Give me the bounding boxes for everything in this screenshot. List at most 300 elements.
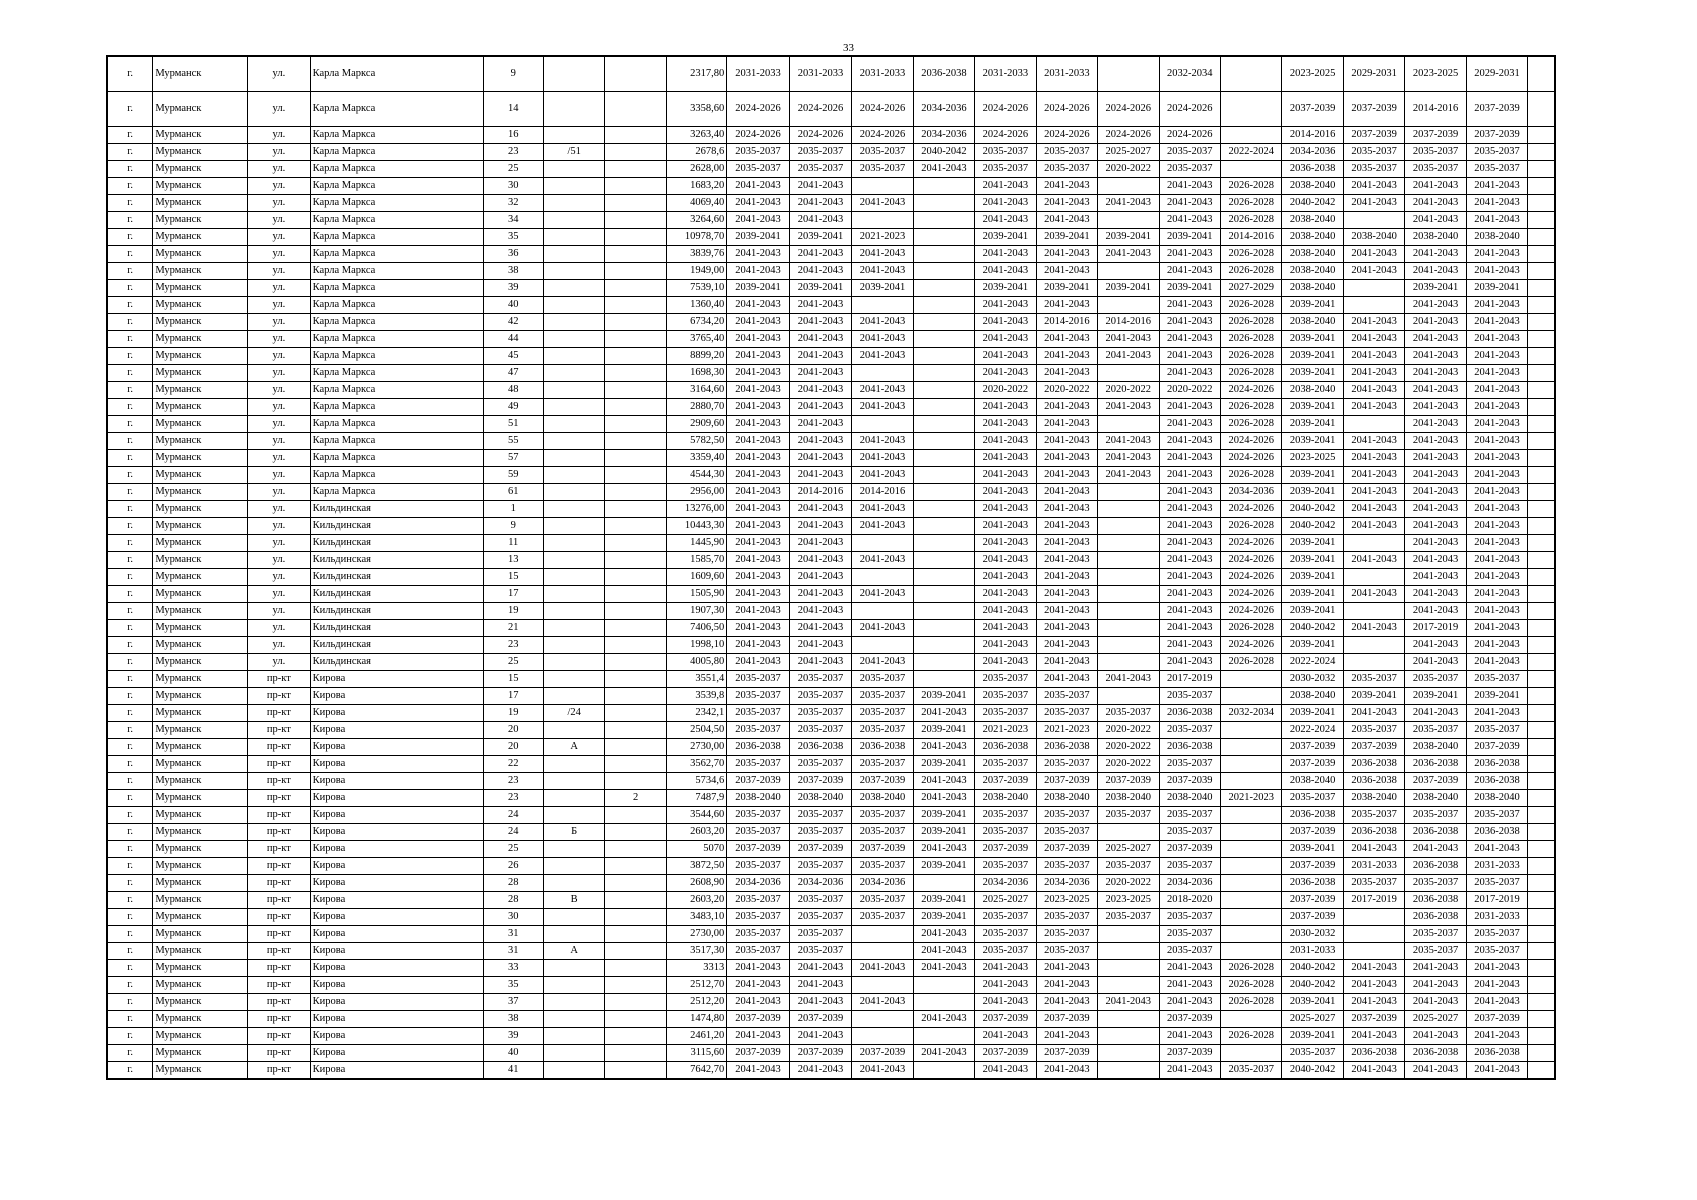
table-cell: 21 (483, 620, 543, 637)
table-cell: г. (107, 909, 153, 926)
table-cell: Кирова (310, 671, 483, 688)
table-cell: 2036-2038 (1282, 807, 1343, 824)
table-cell: 2041-2043 (1159, 297, 1220, 314)
table-cell: Мурманск (153, 450, 248, 467)
table-cell (852, 637, 913, 654)
table-cell: 2023-2025 (1282, 56, 1343, 92)
table-cell: 2020-2022 (1098, 161, 1159, 178)
table-cell: Кирова (310, 1062, 483, 1080)
table-cell: 2036-2038 (852, 739, 913, 756)
table-cell: Мурманск (153, 314, 248, 331)
table-cell (543, 671, 604, 688)
table-row (107, 314, 1555, 331)
table-cell: Кирова (310, 892, 483, 909)
table-cell (605, 552, 666, 569)
table-cell: 2014-2016 (1220, 229, 1281, 246)
table-cell: Карла Маркса (310, 314, 483, 331)
table-cell (1528, 535, 1555, 552)
table-row (107, 688, 1555, 705)
table-cell (605, 671, 666, 688)
table-row (107, 824, 1555, 841)
table-cell: 2461,20 (666, 1028, 726, 1045)
table-cell: Кильдинская (310, 569, 483, 586)
table-cell (1528, 620, 1555, 637)
table-cell: 2041-2043 (1405, 841, 1466, 858)
table-cell: 2035-2037 (1159, 688, 1220, 705)
table-cell: 2039-2041 (1405, 280, 1466, 297)
table-cell: 2038-2040 (1466, 790, 1527, 807)
table-cell: 2024-2026 (1220, 603, 1281, 620)
table-cell: 2035-2037 (789, 705, 852, 722)
table-cell: Мурманск (153, 229, 248, 246)
table-cell: 2020-2022 (1098, 382, 1159, 399)
table-cell: 2041-2043 (1405, 246, 1466, 263)
table-cell: 1 (483, 501, 543, 518)
table-cell: 2041-2043 (1159, 246, 1220, 263)
table-cell (605, 535, 666, 552)
table-cell: 2678,6 (666, 144, 726, 161)
table-cell: Мурманск (153, 1028, 248, 1045)
table-cell: 2035-2037 (1343, 722, 1404, 739)
table-cell: 2041-2043 (1405, 1028, 1466, 1045)
table-cell: 2041-2043 (1466, 705, 1527, 722)
table-cell (543, 467, 604, 484)
table-cell: Карла Маркса (310, 280, 483, 297)
table-cell (543, 586, 604, 603)
table-cell: 2035-2037 (975, 858, 1036, 875)
table-cell: Мурманск (153, 399, 248, 416)
table-cell (913, 467, 974, 484)
table-cell: 2512,20 (666, 994, 726, 1011)
table-cell: 2041-2043 (975, 348, 1036, 365)
table-cell: 2041-2043 (975, 501, 1036, 518)
table-cell (543, 178, 604, 195)
table-cell: ул. (248, 92, 311, 127)
table-cell: 2039-2041 (1098, 280, 1159, 297)
table-cell: ул. (248, 535, 311, 552)
table-cell: 2026-2028 (1220, 518, 1281, 535)
table-cell: 2041-2043 (789, 501, 852, 518)
table-cell (1220, 926, 1281, 943)
table-cell (1220, 943, 1281, 960)
table-cell: 2041-2043 (1405, 331, 1466, 348)
table-cell: ул. (248, 484, 311, 501)
table-cell: 2041-2043 (1036, 569, 1097, 586)
table-cell: 2024-2026 (1220, 637, 1281, 654)
table-cell: 2037-2039 (1159, 773, 1220, 790)
table-cell: г. (107, 569, 153, 586)
table-cell: 35 (483, 977, 543, 994)
table-cell: 2041-2043 (1466, 297, 1527, 314)
table-cell: Мурманск (153, 501, 248, 518)
table-cell: 2041-2043 (1466, 1062, 1527, 1080)
table-cell: 2024-2026 (1220, 501, 1281, 518)
table-cell (543, 518, 604, 535)
table-cell: 2041-2043 (975, 450, 1036, 467)
table-cell: 2041-2043 (852, 467, 913, 484)
table-cell (1098, 416, 1159, 433)
table-cell: 2037-2039 (1098, 773, 1159, 790)
table-cell: 2041-2043 (1466, 484, 1527, 501)
table-cell: Кирова (310, 858, 483, 875)
table-cell: 2035-2037 (727, 858, 790, 875)
table-cell: пр-кт (248, 841, 311, 858)
table-cell: 2039-2041 (1282, 1028, 1343, 1045)
table-cell: 2020-2022 (1159, 382, 1220, 399)
table-cell: 44 (483, 331, 543, 348)
table-cell: Карла Маркса (310, 92, 483, 127)
table-cell (1528, 348, 1555, 365)
table-cell: г. (107, 416, 153, 433)
table-cell: г. (107, 399, 153, 416)
table-cell (605, 1011, 666, 1028)
table-cell: 2029-2031 (1343, 56, 1404, 92)
table-cell: 3872,50 (666, 858, 726, 875)
table-cell: Мурманск (153, 943, 248, 960)
table-cell: 2041-2043 (975, 433, 1036, 450)
table-cell: 2041-2043 (1098, 195, 1159, 212)
table-cell: 2041-2043 (727, 586, 790, 603)
table-cell: Мурманск (153, 433, 248, 450)
document-table-wrapper (106, 55, 1556, 1080)
table-cell: 2 (605, 790, 666, 807)
table-cell: 2020-2022 (1098, 875, 1159, 892)
table-cell: А (543, 943, 604, 960)
table-cell: пр-кт (248, 926, 311, 943)
table-cell: г. (107, 892, 153, 909)
table-cell: 2038-2040 (975, 790, 1036, 807)
table-cell (913, 212, 974, 229)
table-cell: 2036-2038 (1282, 875, 1343, 892)
table-row (107, 518, 1555, 535)
table-cell: пр-кт (248, 773, 311, 790)
table-cell: 23 (483, 637, 543, 654)
table-cell: 2041-2043 (1343, 314, 1404, 331)
table-cell: 2035-2037 (789, 943, 852, 960)
table-cell (913, 671, 974, 688)
table-cell: 2041-2043 (1159, 263, 1220, 280)
table-row (107, 977, 1555, 994)
table-cell: Кирова (310, 1045, 483, 1062)
table-cell: 2041-2043 (789, 348, 852, 365)
table-cell: 2035-2037 (1466, 144, 1527, 161)
table-cell (1098, 484, 1159, 501)
table-cell: 2025-2027 (1098, 841, 1159, 858)
table-cell (1528, 773, 1555, 790)
table-cell: 2041-2043 (1466, 637, 1527, 654)
table-cell: 2035-2037 (1159, 722, 1220, 739)
table-cell (1528, 127, 1555, 144)
table-cell: г. (107, 994, 153, 1011)
table-cell: 2017-2019 (1405, 620, 1466, 637)
table-row (107, 484, 1555, 501)
table-cell: 2036-2038 (1466, 824, 1527, 841)
table-cell (1528, 467, 1555, 484)
table-cell: 2041-2043 (852, 450, 913, 467)
table-cell (1343, 280, 1404, 297)
table-cell: 2037-2039 (1036, 841, 1097, 858)
table-cell: г. (107, 535, 153, 552)
table-cell (1528, 586, 1555, 603)
table-cell (543, 331, 604, 348)
table-cell (1528, 807, 1555, 824)
table-cell: 2041-2043 (1343, 484, 1404, 501)
table-cell: 2014-2016 (1036, 314, 1097, 331)
table-cell: г. (107, 280, 153, 297)
table-cell: Кирова (310, 960, 483, 977)
table-cell: 28 (483, 875, 543, 892)
table-cell: 2041-2043 (727, 195, 790, 212)
table-cell: Мурманск (153, 56, 248, 92)
table-cell: 2024-2026 (1098, 127, 1159, 144)
table-cell: 2035-2037 (1343, 144, 1404, 161)
table-cell: 10443,30 (666, 518, 726, 535)
table-cell: 23 (483, 773, 543, 790)
table-row (107, 416, 1555, 433)
table-cell: 2037-2039 (975, 1045, 1036, 1062)
table-cell (543, 212, 604, 229)
table-cell (913, 994, 974, 1011)
table-cell: 2041-2043 (852, 994, 913, 1011)
table-cell: г. (107, 960, 153, 977)
table-cell: 2034-2036 (789, 875, 852, 892)
table-cell: 2039-2041 (789, 229, 852, 246)
table-cell (1528, 790, 1555, 807)
table-cell: 2041-2043 (1405, 518, 1466, 535)
table-cell: 2038-2040 (1282, 229, 1343, 246)
table-cell: 1683,20 (666, 178, 726, 195)
table-cell (1528, 1011, 1555, 1028)
table-cell (913, 501, 974, 518)
table-cell: 2041-2043 (1466, 552, 1527, 569)
table-cell: 19 (483, 705, 543, 722)
table-cell: 2031-2033 (1343, 858, 1404, 875)
table-cell: Кильдинская (310, 637, 483, 654)
table-cell: 2026-2028 (1220, 960, 1281, 977)
table-cell: 2041-2043 (913, 943, 974, 960)
table-cell: Мурманск (153, 586, 248, 603)
table-cell: 2041-2043 (852, 382, 913, 399)
table-cell: Карла Маркса (310, 263, 483, 280)
table-cell (605, 569, 666, 586)
table-cell: 2040-2042 (1282, 195, 1343, 212)
table-row (107, 637, 1555, 654)
table-cell: 2041-2043 (727, 1062, 790, 1080)
table-cell: г. (107, 790, 153, 807)
table-cell: 2041-2043 (1036, 960, 1097, 977)
table-cell (543, 569, 604, 586)
table-cell: 2041-2043 (727, 603, 790, 620)
table-cell (852, 977, 913, 994)
table-cell (1528, 722, 1555, 739)
table-cell: Мурманск (153, 858, 248, 875)
table-cell: 2035-2037 (1098, 858, 1159, 875)
table-cell (852, 178, 913, 195)
table-cell: 2041-2043 (1405, 603, 1466, 620)
table-cell: 2041-2043 (1036, 297, 1097, 314)
table-cell: пр-кт (248, 807, 311, 824)
table-cell (605, 501, 666, 518)
table-cell: 2041-2043 (852, 399, 913, 416)
table-cell: ул. (248, 603, 311, 620)
table-cell (1220, 161, 1281, 178)
table-cell (1098, 56, 1159, 92)
table-cell: 2041-2043 (727, 535, 790, 552)
table-cell: Кильдинская (310, 654, 483, 671)
table-row (107, 178, 1555, 195)
table-cell: 2031-2033 (975, 56, 1036, 92)
table-cell: г. (107, 875, 153, 892)
table-cell: 2041-2043 (1098, 671, 1159, 688)
table-cell: Кирова (310, 824, 483, 841)
table-cell (605, 773, 666, 790)
table-cell: г. (107, 501, 153, 518)
table-cell: 2035-2037 (852, 892, 913, 909)
table-cell: 2034-2036 (727, 875, 790, 892)
table-cell: 2041-2043 (789, 314, 852, 331)
table-cell: 2037-2039 (1282, 909, 1343, 926)
table-cell: 2041-2043 (852, 620, 913, 637)
table-cell (543, 960, 604, 977)
table-cell: Мурманск (153, 977, 248, 994)
table-cell: 2041-2043 (852, 501, 913, 518)
table-cell: 2041-2043 (1405, 569, 1466, 586)
table-cell: 45 (483, 348, 543, 365)
table-cell: 2035-2037 (789, 858, 852, 875)
table-cell: 2037-2039 (1343, 1011, 1404, 1028)
table-cell: пр-кт (248, 756, 311, 773)
table-cell: 2041-2043 (975, 263, 1036, 280)
table-row (107, 433, 1555, 450)
table-cell (543, 365, 604, 382)
table-cell: 2036-2038 (1466, 756, 1527, 773)
table-cell: 2041-2043 (1159, 416, 1220, 433)
table-cell: 2035-2037 (975, 756, 1036, 773)
table-cell: 2041-2043 (1466, 994, 1527, 1011)
table-cell (1528, 637, 1555, 654)
table-cell (543, 552, 604, 569)
table-cell: 2037-2039 (1282, 824, 1343, 841)
table-cell: г. (107, 705, 153, 722)
table-cell: 2041-2043 (1343, 450, 1404, 467)
table-cell: 2035-2037 (1220, 1062, 1281, 1080)
table-cell: 2024-2026 (727, 92, 790, 127)
table-cell (543, 297, 604, 314)
table-cell (1528, 654, 1555, 671)
table-cell (605, 450, 666, 467)
table-cell (605, 875, 666, 892)
table-cell: 2041-2043 (913, 161, 974, 178)
table-cell: ул. (248, 297, 311, 314)
table-cell (543, 807, 604, 824)
table-cell: г. (107, 926, 153, 943)
table-cell: 9 (483, 56, 543, 92)
table-cell: Карла Маркса (310, 365, 483, 382)
table-cell: 2037-2039 (727, 773, 790, 790)
table-cell: 2041-2043 (975, 467, 1036, 484)
table-row (107, 875, 1555, 892)
table-cell: 2041-2043 (789, 603, 852, 620)
table-cell (605, 960, 666, 977)
table-cell: 2039-2041 (1282, 535, 1343, 552)
table-cell: ул. (248, 433, 311, 450)
table-cell: 2041-2043 (1405, 382, 1466, 399)
table-cell: 2036-2038 (1405, 1045, 1466, 1062)
table-cell: 2041-2043 (975, 416, 1036, 433)
table-cell (543, 1045, 604, 1062)
table-cell: Мурманск (153, 1011, 248, 1028)
table-cell: Кирова (310, 705, 483, 722)
table-cell: 2035-2037 (1159, 161, 1220, 178)
table-cell: 2035-2037 (1405, 875, 1466, 892)
table-cell: Кильдинская (310, 501, 483, 518)
table-cell (913, 416, 974, 433)
table-cell: 2023-2025 (1282, 450, 1343, 467)
table-cell: 2041-2043 (913, 1011, 974, 1028)
table-cell: 2039-2041 (975, 280, 1036, 297)
table-cell (913, 586, 974, 603)
table-cell: 2035-2037 (975, 943, 1036, 960)
table-cell: 2038-2040 (1343, 790, 1404, 807)
table-cell (852, 365, 913, 382)
table-cell (1528, 331, 1555, 348)
table-cell (1220, 127, 1281, 144)
table-row (107, 450, 1555, 467)
table-cell (1098, 1045, 1159, 1062)
table-cell: 35 (483, 229, 543, 246)
table-row (107, 501, 1555, 518)
table-cell: 2035-2037 (852, 688, 913, 705)
table-cell: 2041-2043 (1159, 178, 1220, 195)
table-cell (1220, 909, 1281, 926)
table-cell: 2034-2036 (1036, 875, 1097, 892)
table-cell: Мурманск (153, 824, 248, 841)
table-cell (913, 552, 974, 569)
table-cell: 2041-2043 (1159, 994, 1220, 1011)
table-cell: 2036-2038 (1343, 824, 1404, 841)
table-cell (543, 229, 604, 246)
table-cell: 2031-2033 (1036, 56, 1097, 92)
table-cell: Мурманск (153, 841, 248, 858)
table-cell (605, 705, 666, 722)
table-cell (1528, 178, 1555, 195)
table-cell (605, 92, 666, 127)
table-cell: 2041-2043 (727, 399, 790, 416)
table-cell: г. (107, 246, 153, 263)
table-cell: г. (107, 671, 153, 688)
table-cell: 3562,70 (666, 756, 726, 773)
table-cell: 2035-2037 (1282, 1045, 1343, 1062)
table-cell: 2023-2025 (1405, 56, 1466, 92)
table-cell: 2026-2028 (1220, 263, 1281, 280)
table-cell: 2041-2043 (1343, 365, 1404, 382)
table-cell: 2024-2026 (852, 92, 913, 127)
table-cell: 2041-2043 (975, 178, 1036, 195)
table-cell: 2041-2043 (1036, 263, 1097, 280)
table-cell: 2041-2043 (1159, 569, 1220, 586)
table-cell: 2041-2043 (1466, 348, 1527, 365)
table-cell: 2041-2043 (727, 994, 790, 1011)
table-cell: Кирова (310, 926, 483, 943)
table-cell: 2037-2039 (852, 1045, 913, 1062)
table-cell: 2035-2037 (727, 688, 790, 705)
table-cell: 8899,20 (666, 348, 726, 365)
table-cell: 2036-2038 (1405, 909, 1466, 926)
table-row (107, 773, 1555, 790)
table-cell: 2041-2043 (975, 297, 1036, 314)
table-cell: 2026-2028 (1220, 994, 1281, 1011)
table-cell: 2035-2037 (1159, 858, 1220, 875)
